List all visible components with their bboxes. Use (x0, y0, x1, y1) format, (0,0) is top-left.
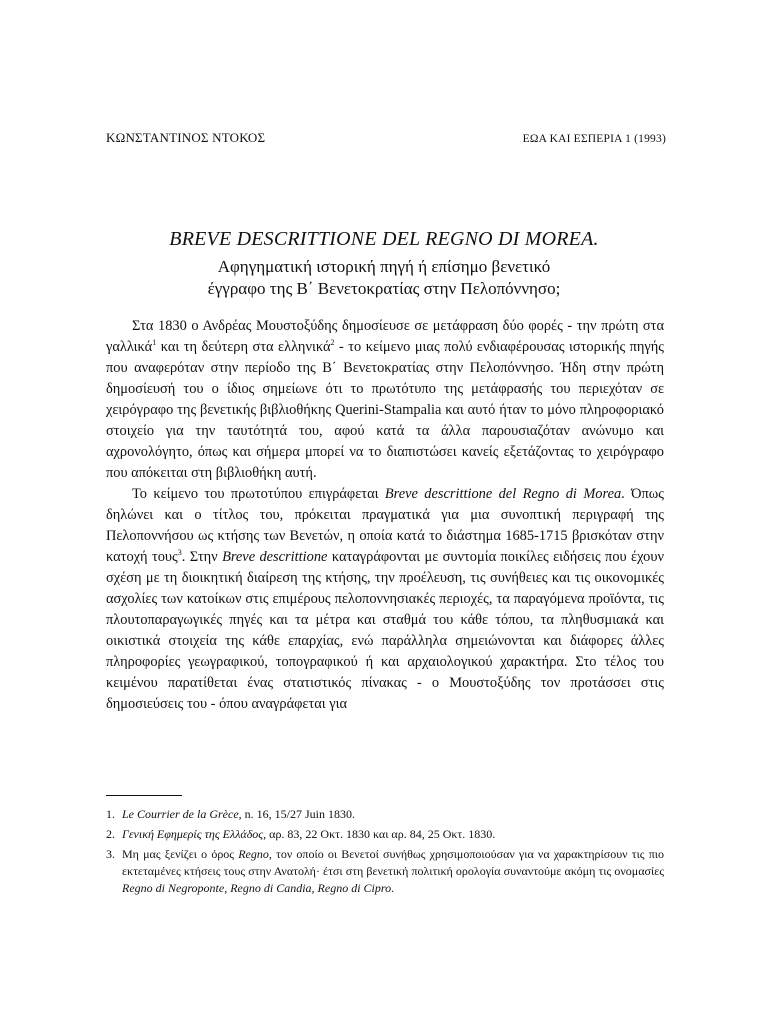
author-name: ΚΩΝΣΤΑΝΤΙΝΟΣ ΝΤΟΚΟΣ (106, 130, 266, 145)
footnote-italic: Γενική Εφημερίς της Ελλάδος (122, 827, 264, 841)
footnotes (106, 806, 664, 897)
paragraph-2-text-d: καταγράφονται με συντομία ποικίλες ειδήσεις που έχουν σχέση με τη διοικητική διαίρεση της κτήσης, την προέλευση, τις συνήθειες και τις οικονομικές ασχολίες των κατοίκων στις επιμέρους πελοποννησιακές περιοχές, τα παραγόμενα προϊόντα, τις πλουτοπαραγωγικές πηγές και τα μέτρα και σταθμά του κάθε τόπου, τα πληθυσμιακά και οικιστικά στοιχεία της κάθε επαρχίας, ενώ παράλληλα σημειώνονται και διάφορες άλλες πληροφορίες γεωγραφικού, τοπογραφικού ή και αρχαιολογικού χαρακτήρα. Στο τέλος του κειμένου παρατίθεται ένας στατιστικός πίνακας - ο Μουστοξύδης τον προτάσσει στις δημοσιεύσεις του - όπου αναγράφεται για (106, 549, 664, 712)
paragraph-2-italic-title: Breve descrittione del Regno di Morea (384, 486, 622, 502)
paragraph-2-italic-short-title: Breve descrittione (222, 549, 328, 565)
running-head (106, 130, 666, 146)
paragraph-2-text-b: . Όπως δηλώνει και ο τίτλος του, πρόκειται πραγματικά για μια συνοπτική περιγραφή της Πελοποννήσου ως κτήσης των Βενετών, η οποία κατά το διάστημα 1685-1715 βρισκόταν στην κατοχή τους (106, 486, 664, 565)
footnote-ref-1: 1 (152, 338, 157, 348)
footnote-number: 2. (106, 827, 115, 841)
body-text (106, 316, 664, 715)
paragraph-1-text-c: - το κείμενο μιας πολύ ενδιαφέρουσας ιστορικής πηγής που αναφερόταν στην περίοδο της Β΄ Βενετοκρατίας στην Πελοπόννησο. Ήδη στην πρώτη δημοσίευσή του ο ίδιος σημείωνε ότι το πρωτότυπο της μετάφρασής του περιεχόταν σε χειρόγραφο της βενετικής βιβλιοθήκης Querini-Stampalia και αυτό ήταν το μόνο πληροφοριακό στοιχείο για την ταυτότητά του, αφού κατά τα άλλα παρουσιαζόταν ανώνυμο και αχρονολόγητο, όπως και σήμερα μπορεί να το διαπιστώσει κανείς εξετάζοντας το χειρόγραφο που απόκειται στη βιβλιοθήκη αυτή. (106, 339, 665, 481)
footnote-pre: Μη μας ξενίζει ο όρος (122, 847, 239, 861)
footnote-rest: , τον οποίο οι Βενετοί συνήθως χρησιμοποιούσαν για να χαρακτηρίσουν τις πιο εκτεταμένες κτήσεις τους στην Ανατολή· έτσι στη βενετική πολιτική ορολογία συναντούμε ακόμη τις ονομασίες (122, 847, 664, 878)
footnote-end: . (391, 881, 395, 895)
footnote-number: 3. (106, 847, 115, 861)
footnote-divider (106, 795, 182, 796)
paragraph-2-text-a: Το κείμενο του πρωτοτύπου επιγράφεται (132, 486, 385, 502)
paragraph-1 (106, 316, 664, 484)
paragraph-1-text-b: και τη δεύτερη στα ελληνικά (156, 339, 331, 355)
article-title (100, 226, 668, 300)
footnote-ref-3: 3 (177, 548, 182, 558)
footnote-ref-2: 2 (330, 338, 335, 348)
subtitle-line-1: Αφηγηματική ιστορική πηγή ή επίσημο βενετικό (217, 257, 551, 276)
footnote-rest: , n. 16, 15/27 Juin 1830. (238, 807, 355, 821)
paragraph-2-text-c: . Στην (181, 549, 223, 565)
footnote-1 (106, 806, 664, 823)
footnote-italic: Regno (238, 847, 269, 861)
footnote-2 (106, 826, 664, 843)
journal-citation: ΕΩΑ ΚΑΙ ΕΣΠΕΡΙΑ 1 (1993) (522, 133, 666, 145)
footnote-text (122, 806, 664, 823)
footnote-3 (106, 846, 664, 897)
subtitle-line-2: έγγραφο της Β΄ Βενετοκρατίας στην Πελοπόννησο; (207, 279, 561, 298)
footnote-italic-2: Regno di Negroponte, Regno di Candia, Regno di Cipro (122, 881, 392, 895)
footnote-text (122, 826, 664, 843)
paragraph-2 (106, 484, 664, 715)
title-subtitle (100, 256, 668, 300)
footnote-italic: Le Courrier de la Grèce (122, 807, 239, 821)
title-main: BREVE DESCRITTIONE DEL REGNO DI MOREA. (169, 228, 599, 250)
paragraph-1-text-a: Στα 1830 ο Ανδρέας Μουστοξύδης δημοσίευσε σε μετάφραση δύο φορές - την πρώτη στα γαλλικά (106, 318, 664, 355)
footnote-number: 1. (106, 807, 115, 821)
footnote-rest: , αρ. 83, 22 Οκτ. 1830 και αρ. 84, 25 Οκτ. 1830. (263, 827, 496, 841)
footnote-text (122, 846, 664, 897)
